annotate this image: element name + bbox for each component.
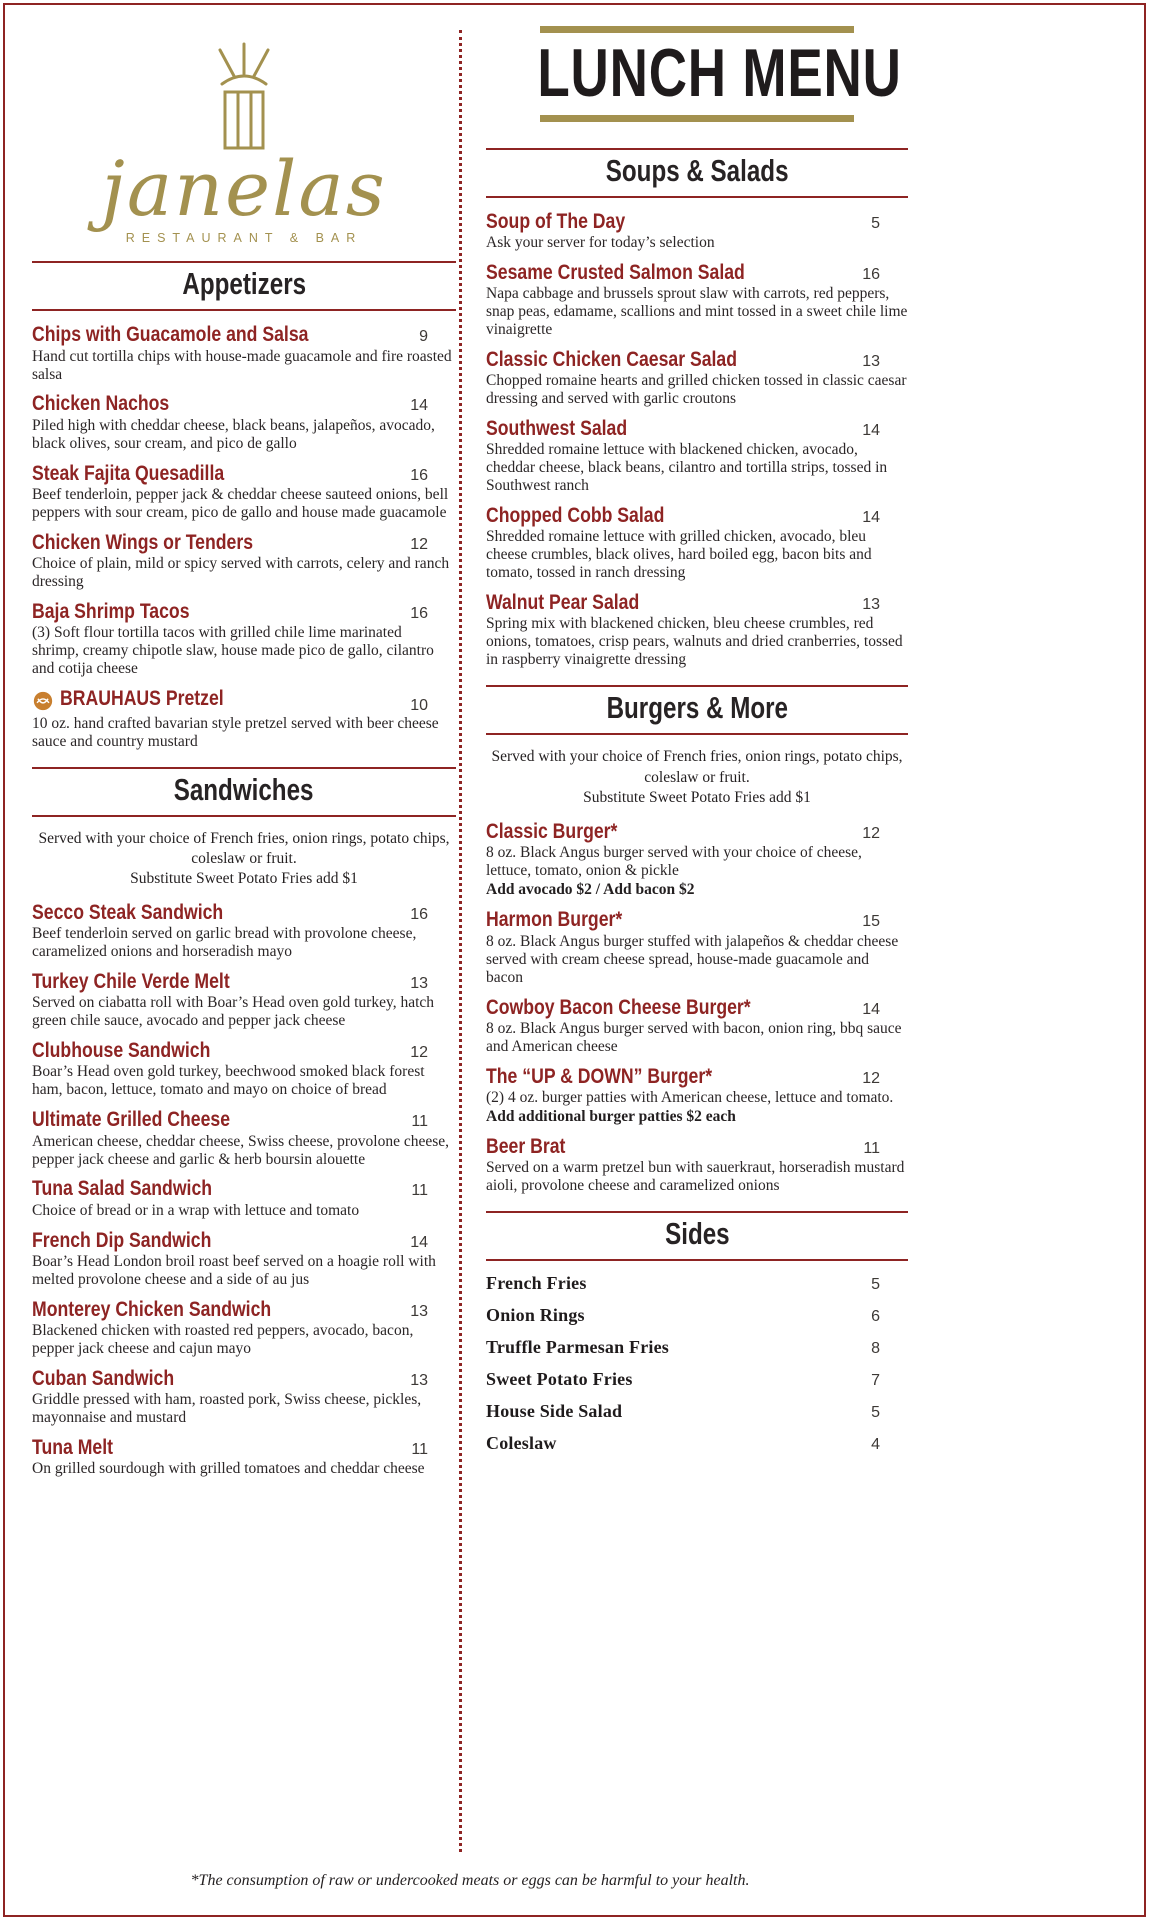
menu-item [32,1177,456,1219]
side-item [486,1433,908,1454]
item-name: French Fries [486,1273,587,1294]
logo-wordmark: janelas [101,144,387,233]
item-description: Blackened chicken with roasted red peppers, avocado, bacon, pepper jack cheese and cajun mayo [32,1321,414,1357]
item-price: 12 [862,1069,880,1087]
menu-item [32,1039,456,1099]
item-name: Chopped Cobb Salad [486,504,665,528]
item-description: 10 oz. hand crafted bavarian style pretzel served with beer cheese sauce and country mustard [32,714,439,750]
item-description: Griddle pressed with ham, roasted pork, Swiss cheese, pickles, mayonnaise and mustard [32,1390,422,1426]
item-name: Walnut Pear Salad [486,591,640,615]
item-description: Spring mix with blackened chicken, bleu cheese crumbles, red onions, tomatoes, crisp pears, walnuts and dried cranberries, tossed in raspberry vinaigrette dressing [486,615,903,669]
menu-item [486,261,908,339]
item-description: Napa cabbage and brussels sprout slaw with carrots, red peppers, snap peas, edamame, scallions and mint tossed in a sweet chile lime vinaigrette [486,285,908,339]
health-disclaimer: *The consumption of raw or undercooked meats or eggs can be harmful to your health. [190,1872,750,1889]
menu-item [486,591,908,669]
item-price: 6 [871,1308,880,1326]
section-intro [490,747,904,807]
side-item [486,1305,908,1326]
item-description: Beef tenderloin, pepper jack & cheddar cheese sauteed onions, bell peppers with sour cream, pico de gallo and house made guacamole [32,485,449,521]
logo-tagline: RESTAURANT & BAR [125,231,363,246]
menu-item [486,348,908,408]
side-item [486,1369,908,1390]
section-intro [36,829,452,889]
item-description: Ask your server for today’s selection [486,234,715,252]
item-name: Secco Steak Sandwich [32,901,224,925]
item-name: Chicken Nachos [32,392,170,416]
item-description: Choice of plain, mild or spicy served with carrots, celery and ranch dressing [32,554,450,590]
menu-item [486,417,908,495]
item-description: Hand cut tortilla chips with house-made guacamole and fire roasted salsa [32,347,452,383]
menu-item [32,970,456,1030]
page-title [486,33,908,115]
item-name: Tuna Melt [32,1435,114,1459]
item-description: Boar’s Head oven gold turkey, beechwood smoked black forest ham, bacon, lettuce, tomato and mayo on choice of bread [32,1063,425,1099]
section-title: Sandwiches [174,771,314,807]
item-description: Piled high with cheddar cheese, black beans, jalapeños, avocado, black olives, sour cream, and pico de gallo [32,416,435,452]
item-price: 14 [410,397,428,415]
menu-item [32,392,456,452]
item-name: Beer Brat [486,1135,566,1159]
item-name: Clubhouse Sandwich [32,1039,211,1063]
section-title: Appetizers [182,266,306,302]
menu-item [32,531,456,591]
item-name: Soup of The Day [486,210,626,233]
section-heading [32,767,456,817]
item-price: 11 [863,1140,880,1158]
page-title-text: LUNCH MENU [537,35,902,111]
item-description: Served on ciabatta roll with Boar’s Head oven gold turkey, hatch green chile sauce, avocado and pepper jack cheese [32,994,435,1030]
menu-item [32,323,456,383]
menu-item [32,1108,456,1168]
item-description: Beef tenderloin served on garlic bread with provolone cheese, caramelized onions and horseradish mayo [32,925,417,961]
section-heading [32,261,456,311]
item-description: Boar’s Head London broil roast beef served on a hoagie roll with melted provolone cheese and a side of au jus [32,1252,436,1288]
item-name: Steak Fajita Quesadilla [32,461,225,485]
item-description: Shredded romaine lettuce with grilled chicken, avocado, bleu cheese crumbles, black olives, hard boiled egg, bacon bits and tomato, tossed in ranch dressing [486,528,872,582]
item-price: 14 [862,422,880,440]
item-name: Chips with Guacamole and Salsa [32,323,309,347]
section-appetizers [32,261,456,750]
left-column [32,26,456,1487]
menu-item [486,210,908,252]
item-price: 15 [862,913,880,931]
item-description: 8 oz. Black Angus burger served with your choice of cheese, lettuce, tomato, onion & pickle [486,843,862,879]
item-description: On grilled sourdough with grilled tomatoes and cheddar cheese [32,1459,425,1477]
menu-item [486,504,908,582]
item-price: 7 [871,1372,880,1390]
menu-item [32,600,456,678]
item-name: House Side Salad [486,1401,623,1422]
item-price: 12 [410,1044,428,1062]
menu-item [32,1367,456,1427]
item-name: Southwest Salad [486,417,628,441]
item-description: (3) Soft flour tortilla tacos with grilled chile lime marinated shrimp, creamy chipotle slaw, house made pico de gallo, cilantro and cotija cheese [32,623,434,677]
item-price: 5 [871,1276,880,1294]
section-heading [486,148,908,198]
item-description: Chopped romaine hearts and grilled chicken tossed in classic caesar dressing and served with garlic croutons [486,372,907,408]
item-name: Chicken Wings or Tenders [32,530,254,554]
column-divider [459,30,462,1852]
item-addon-note: Add additional burger patties $2 each [486,1107,736,1125]
section-sides [486,1211,908,1454]
menu-item [486,908,908,986]
item-price: 11 [411,1440,428,1458]
right-column [486,26,908,1465]
item-price: 13 [410,1371,428,1389]
item-price: 16 [410,604,428,622]
item-price: 5 [871,215,880,232]
menu-item [486,820,908,900]
item-addon-note: Add avocado $2 / Add bacon $2 [486,880,695,898]
pretzel-icon [32,690,54,712]
menu-item [486,1065,908,1127]
item-description: 8 oz. Black Angus burger stuffed with jalapeños & cheddar cheese served with cream cheese spread, house-made guacamole and bacon [486,932,899,986]
menu-item [32,687,456,751]
menu-item [32,1229,456,1289]
item-price: 16 [410,906,428,924]
item-price: 9 [419,328,428,346]
section-burgers [486,685,908,1195]
item-price: 13 [410,975,428,993]
item-description: Choice of bread or in a wrap with lettuce and tomato [32,1201,360,1219]
section-soups-salads [486,148,908,669]
menu-item [486,1135,908,1195]
item-name: Cowboy Bacon Cheese Burger* [486,995,751,1019]
item-price: 8 [871,1340,880,1358]
item-name: Tuna Salad Sandwich [32,1177,213,1201]
section-title: Sides [664,1216,730,1252]
section-sandwiches [32,767,456,1478]
item-price: 13 [862,353,880,371]
item-name: The “UP & DOWN” Burger* [486,1064,713,1088]
item-name: Baja Shrimp Tacos [32,599,190,623]
item-name: French Dip Sandwich [32,1228,212,1252]
menu-title-block [486,26,908,122]
item-price: 11 [411,1113,428,1131]
item-description: 8 oz. Black Angus burger served with bacon, onion ring, bbq sauce and American cheese [486,1019,902,1055]
item-price: 16 [862,266,880,284]
section-title: Soups & Salads [605,153,789,188]
item-name: Classic Burger* [486,819,618,843]
item-name: Sesame Crusted Salmon Salad [486,261,745,285]
item-name: Monterey Chicken Sandwich [32,1297,272,1321]
item-price: 10 [410,696,428,714]
intro-line: Substitute Sweet Potato Fries add $1 [130,870,358,888]
brand-logo [32,26,456,245]
item-description: American cheese, cheddar cheese, Swiss cheese, provolone cheese, pepper jack cheese and garlic & herb boursin alouette [32,1132,450,1168]
menu-item [32,462,456,522]
intro-line: Substitute Sweet Potato Fries add $1 [583,788,811,806]
item-description: Shredded romaine lettuce with blackened chicken, avocado, cheddar cheese, black beans, cilantro and tortilla strips, tossed in Southwest ranch [486,441,888,495]
item-price: 14 [410,1233,428,1251]
item-name: Sweet Potato Fries [486,1369,633,1390]
side-item [486,1337,908,1358]
side-item [486,1273,908,1294]
item-price: 13 [862,596,880,614]
item-name: Truffle Parmesan Fries [486,1337,670,1358]
item-name: Onion Rings [486,1305,585,1326]
item-price: 14 [862,1000,880,1018]
item-price: 4 [871,1436,880,1454]
menu-item [32,1298,456,1358]
item-name: Harmon Burger* [486,908,623,932]
section-heading [486,685,908,735]
menu-item [486,996,908,1056]
item-name: Coleslaw [486,1433,557,1454]
gold-rule-top [540,26,854,33]
intro-line: Served with your choice of French fries, onion rings, potato chips, coleslaw or fruit. [491,748,903,786]
side-item [486,1401,908,1422]
item-description: (2) 4 oz. burger patties with American cheese, lettuce and tomato. [486,1088,894,1106]
item-name: Ultimate Grilled Cheese [32,1108,231,1132]
item-description: Served on a warm pretzel bun with sauerkraut, horseradish mustard aioli, provolone cheese and caramelized onions [486,1159,905,1195]
item-price: 16 [410,466,428,484]
item-name: Classic Chicken Caesar Salad [486,348,738,372]
item-price: 13 [410,1302,428,1320]
item-name: Cuban Sandwich [32,1366,175,1390]
section-heading [486,1211,908,1261]
intro-line: Served with your choice of French fries, onion rings, potato chips, coleslaw or fruit. [38,829,450,867]
menu-item [32,1436,456,1478]
item-price: 12 [410,535,428,553]
gold-rule-bottom [540,115,854,122]
item-price: 5 [871,1404,880,1422]
item-name: Turkey Chile Verde Melt [32,970,230,994]
item-price: 11 [411,1182,428,1200]
menu-item [32,901,456,961]
item-price: 14 [862,509,880,527]
item-name: BRAUHAUS Pretzel [60,686,224,710]
section-title: Burgers & More [606,690,788,726]
item-price: 12 [862,824,880,842]
